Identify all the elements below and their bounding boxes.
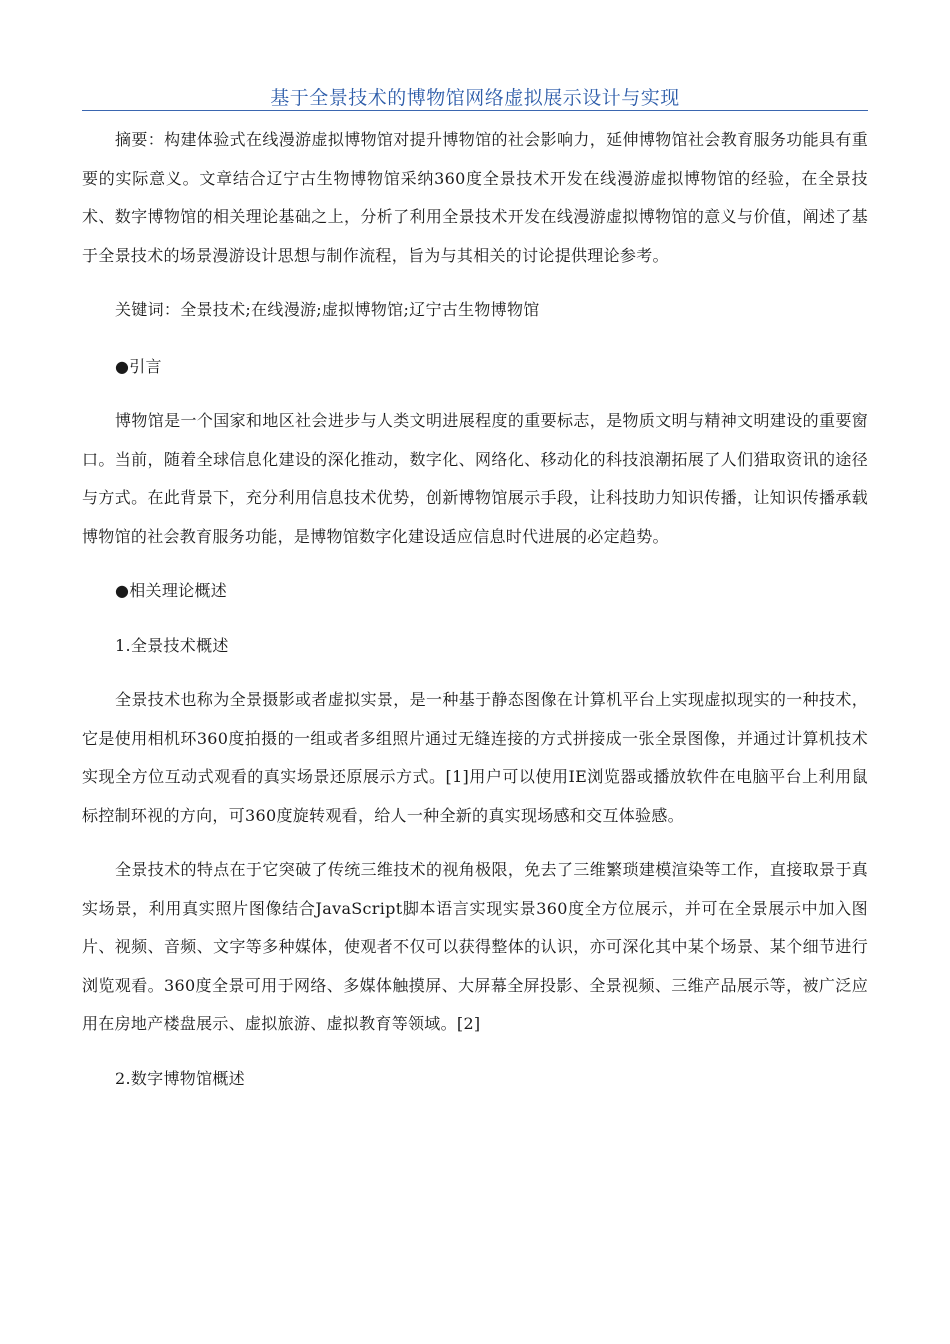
keywords-line: 关键词：全景技术;在线漫游;虚拟博物馆;辽宁古生物博物馆 bbox=[115, 300, 540, 319]
document-body bbox=[82, 121, 868, 1098]
abstract-paragraph: 摘要：构建体验式在线漫游虚拟博物馆对提升博物馆的社会影响力，延伸博物馆社会教育服务功能具有重要的实际意义。文章结合辽宁古生物博物馆采纳360度全景技术开发在线漫游虚拟博物馆的经验，在全景技术、数字博物馆的相关理论基础之上，分析了利用全景技术开发在线漫游虚拟博物馆的意义与价值，阐述了基于全景技术的场景漫游设计思想与制作流程，旨为与其相关的讨论提供理论参考。 bbox=[82, 130, 868, 265]
subheading-panorama: 1.全景技术概述 bbox=[115, 635, 229, 655]
section-heading-intro: ●引言 bbox=[115, 356, 162, 376]
panorama-paragraph-2: 全景技术的特点在于它突破了传统三维技术的视角极限，免去了三维繁琐建模渲染等工作，直接取景于真实场景，利用真实照片图像结合JavaScript脚本语言实现实景360度全方位展示，并可在全景展示中加入图片、视频、音频、文字等多种媒体，使观者不仅可以获得整体的认识，亦可深化其中某个场景、某个细节进行浏览观看。360度全景可用于网络、多媒体触摸屏、大屏幕全屏投影、全景视频、三维产品展示等，被广泛应用在房地产楼盘展示、虚拟旅游、虚拟教育等领域。[2] bbox=[82, 860, 868, 1033]
panorama-paragraph-1: 全景技术也称为全景摄影或者虚拟实景，是一种基于静态图像在计算机平台上实现虚拟现实的一种技术，它是使用相机环360度拍摄的一组或者多组照片通过无缝连接的方式拼接成一张全景图像，并通过计算机技术实现全方位互动式观看的真实场景还原展示方式。[1]用户可以使用IE浏览器或播放软件在电脑平台上利用鼠标控制环视的方向，可360度旋转观看，给人一种全新的真实现场感和交互体验感。 bbox=[82, 690, 868, 825]
subheading-digital-museum: 2.数字博物馆概述 bbox=[115, 1068, 245, 1088]
document-title: 基于全景技术的博物馆网络虚拟展示设计与实现 bbox=[270, 87, 680, 109]
section-heading-theory: ●相关理论概述 bbox=[115, 581, 228, 600]
document-page bbox=[82, 0, 868, 1114]
intro-paragraph: 博物馆是一个国家和地区社会进步与人类文明进展程度的重要标志，是物质文明与精神文明建设的重要窗口。当前，随着全球信息化建设的深化推动，数字化、网络化、移动化的科技浪潮拓展了人们猎取资讯的途径与方式。在此背景下，充分利用信息技术优势，创新博物馆展示手段，让科技助力知识传播，让知识传播承载博物馆的社会教育服务功能，是博物馆数字化建设适应信息时代进展的必定趋势。 bbox=[82, 411, 868, 546]
title-divider bbox=[82, 110, 868, 111]
